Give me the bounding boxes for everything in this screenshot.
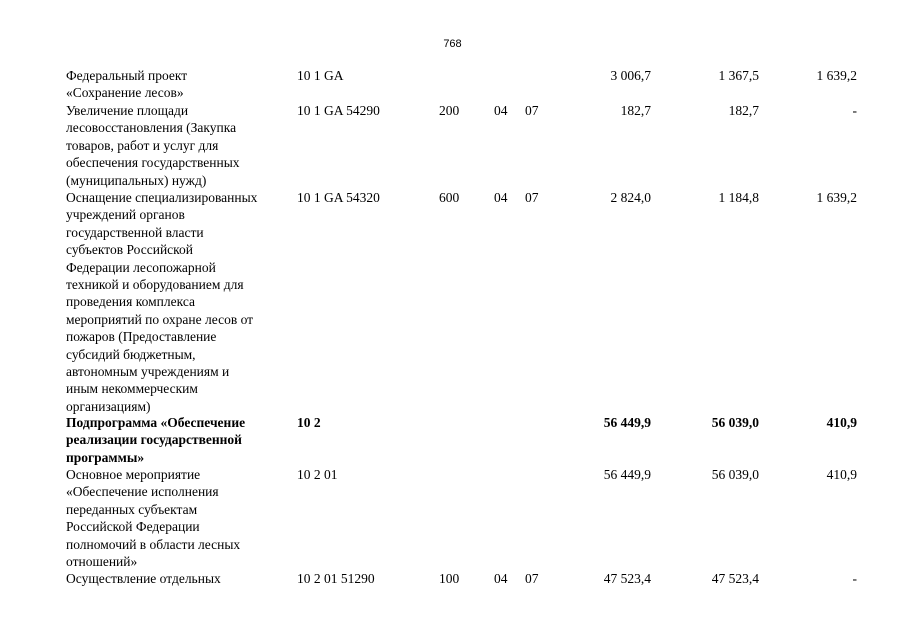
row-name [66, 466, 290, 570]
row-name-line: государственной власти [66, 224, 204, 240]
row-name [66, 189, 290, 415]
row-name [66, 570, 290, 587]
row-name-line: «Обеспечение исполнения [66, 484, 219, 500]
row-name-line: «Сохранение лесов» [66, 85, 184, 101]
row-sum-2: 1 367,5 [718, 68, 759, 83]
row-name-line: пожаров (Предоставление [66, 329, 217, 345]
row-name-line: обеспечения государственных [66, 155, 240, 171]
row-sum-1: 2 824,0 [610, 190, 651, 205]
row-name-line: Федерации лесопожарной [66, 259, 216, 275]
row-name-line: реализации государственной [66, 432, 242, 448]
row-sum-3: - [852, 103, 857, 118]
row-code: 10 1 GA 54320 [297, 190, 380, 205]
row-pr: 07 [525, 571, 539, 586]
row-name-line: (муниципальных) нужд) [66, 172, 207, 188]
page-number: 768 [443, 38, 462, 50]
row-code: 10 1 GA [297, 68, 344, 83]
row-name-line: иным некоммерческим [66, 381, 198, 397]
row-sum-2: 56 039,0 [711, 415, 759, 430]
row-sum-1: 56 449,9 [603, 415, 651, 430]
row-name-line: переданных субъектам [66, 501, 198, 517]
row-code: 10 2 [297, 415, 321, 430]
row-name-line: лесовосстановления (Закупка [66, 120, 237, 136]
row-name [66, 102, 290, 189]
row-name-line: субсидий бюджетным, [66, 346, 196, 362]
row-name-line: Увеличение площади [66, 103, 189, 118]
row-sum-1: 47 523,4 [603, 571, 651, 586]
row-sum-1: 56 449,9 [603, 467, 651, 482]
row-rz: 04 [494, 571, 508, 586]
row-sum-2: 1 184,8 [718, 190, 759, 205]
row-vr: 200 [439, 103, 460, 118]
row-code: 10 2 01 51290 [297, 571, 375, 586]
row-name-line: Российской Федерации [66, 519, 200, 535]
row-sum-3: 410,9 [826, 467, 857, 482]
row-sum-1: 182,7 [620, 103, 651, 118]
row-name-line: товаров, работ и услуг для [66, 137, 219, 153]
row-name-line: Подпрограмма «Обеспечение [66, 415, 246, 430]
row-name [66, 414, 290, 466]
row-sum-2: 182,7 [728, 103, 759, 118]
row-vr: 100 [439, 571, 460, 586]
row-vr: 600 [439, 190, 460, 205]
row-name-line: субъектов Российской [66, 242, 194, 258]
row-sum-3: 410,9 [826, 415, 857, 430]
row-name-line: Осуществление отдельных [66, 571, 221, 586]
row-name-line: отношений» [66, 554, 138, 570]
row-sum-3: 1 639,2 [816, 68, 857, 83]
row-name-line: автономным учреждениям и [66, 364, 230, 380]
row-sum-3: 1 639,2 [816, 190, 857, 205]
row-name-line: учреждений органов [66, 207, 185, 223]
row-rz: 04 [494, 103, 508, 118]
row-sum-2: 47 523,4 [711, 571, 759, 586]
row-sum-1: 3 006,7 [610, 68, 651, 83]
row-name-line: Оснащение специализированных [66, 190, 258, 205]
row-name [66, 67, 290, 102]
row-sum-2: 56 039,0 [711, 467, 759, 482]
row-code: 10 1 GA 54290 [297, 103, 380, 118]
row-sum-3: - [852, 571, 857, 586]
row-pr: 07 [525, 190, 539, 205]
row-name-line: Федеральный проект [66, 68, 188, 83]
row-name-line: полномочий в области лесных [66, 536, 241, 552]
row-name-line: программы» [66, 449, 145, 465]
row-name-line: техникой и оборудованием для [66, 277, 244, 293]
row-pr: 07 [525, 103, 539, 118]
row-name-line: организациям) [66, 398, 151, 414]
row-rz: 04 [494, 190, 508, 205]
row-name-line: мероприятий по охране лесов от [66, 311, 254, 327]
row-code: 10 2 01 [297, 467, 338, 482]
row-name-line: проведения комплекса [66, 294, 195, 310]
row-name-line: Основное мероприятие [66, 467, 201, 482]
